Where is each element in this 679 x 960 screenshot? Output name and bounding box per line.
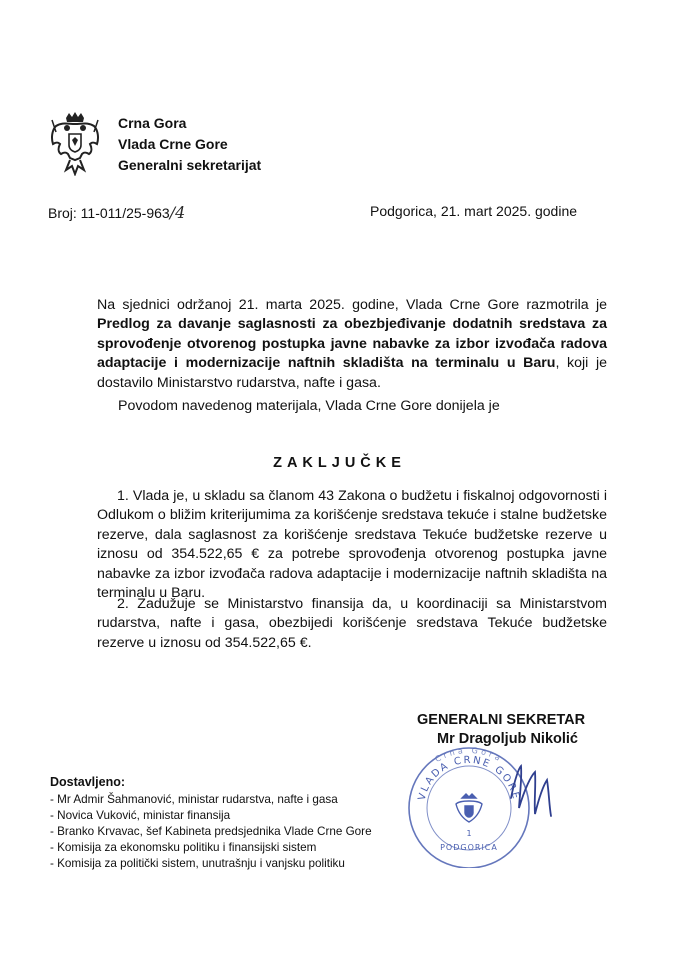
intro-paragraph [97,296,607,393]
signatory-title: GENERALNI SEKRETAR [417,712,586,728]
header-country: Crna Gora [118,115,187,131]
stamp-outer-text: Crna Gora [433,745,505,765]
conclusion-item-2: 2. Zadužuje se Ministarstvo finansija da, u koordinaciji sa Ministarstvom rudarstva, nafte i gasa, obezbijedi korišćenje sredstava Tekuće budžetske rezerve u iznosu od 354.522,65 €. [97,596,607,651]
distribution-heading: Dostavljeno: [50,775,126,789]
place-date: Podgorica, 21. mart 2025. godine [370,203,578,219]
document-number-text: Broj: 11-011/25-963 [48,205,170,221]
distribution-item: - Komisija za politički sistem, unutrašnju i vanjsku politiku [50,857,345,870]
conclusion-item-1: 1. Vlada je, u skladu sa članom 43 Zakona o budžetu i fiskalnoj odgovornosti i Odlukom o bližim kriterijumima za korišćenje sredstava tekuće i stalne budžetske rezerve, dala saglasnost za korišćenje sredstava Tekuće budžetske rezerve u iznosu od 354.522,65 € za potrebe sprovođenja otvorenog postupka javne nabavke za izbor izvođača radova adaptacije i modernizacije naftnih skladišta na terminalu u Baru. [97,488,607,602]
intro-subject: Predlog za davanje saglasnosti za obezbjeđivanje dodatnih sredstava za sprovođenje otvorenog postupka javne nabavke za izbor izvođača radova adaptacije i modernizacije naftnih skladišta na terminalu u Baru [97,316,607,372]
stamp-top-text: VLADA CRNE GORE [416,754,522,802]
conclusions-title: ZAKLJUČKE [273,455,406,471]
document-number [48,203,185,222]
intro-start: Na sjednici održanoj 21. marta 2025. godine, Vlada Crne Gore razmotrila je [97,297,607,313]
distribution-item: - Branko Krvavac, šef Kabineta predsjednika Vlade Crne Gore [50,825,372,838]
stamp-crest-icon [456,794,482,822]
distribution-item: - Novica Vuković, ministar finansija [50,809,231,822]
handwritten-suffix: /4 [169,203,186,222]
signatory-name: Mr Dragoljub Nikolić [437,731,578,747]
header-department: Generalni sekretarijat [118,157,262,173]
intro-end: , koji je dostavilo Ministarstvo rudarstva, nafte i gasa. [97,355,607,391]
header-government: Vlada Crne Gore [118,136,228,152]
stamp-bottom-text: PODGORICA [440,843,498,852]
montenegro-coat-of-arms-icon [48,112,102,176]
distribution-item: - Mr Admir Šahmanović, ministar rudarstva, nafte i gasa [50,793,338,806]
handwritten-signature [505,758,565,828]
stamp-number: 1 [466,829,472,838]
distribution-item: - Komisija za ekonomsku politiku i finansijski sistem [50,841,317,854]
decision-line: Povodom navedenog materijala, Vlada Crne Gore donijela je [118,398,500,414]
